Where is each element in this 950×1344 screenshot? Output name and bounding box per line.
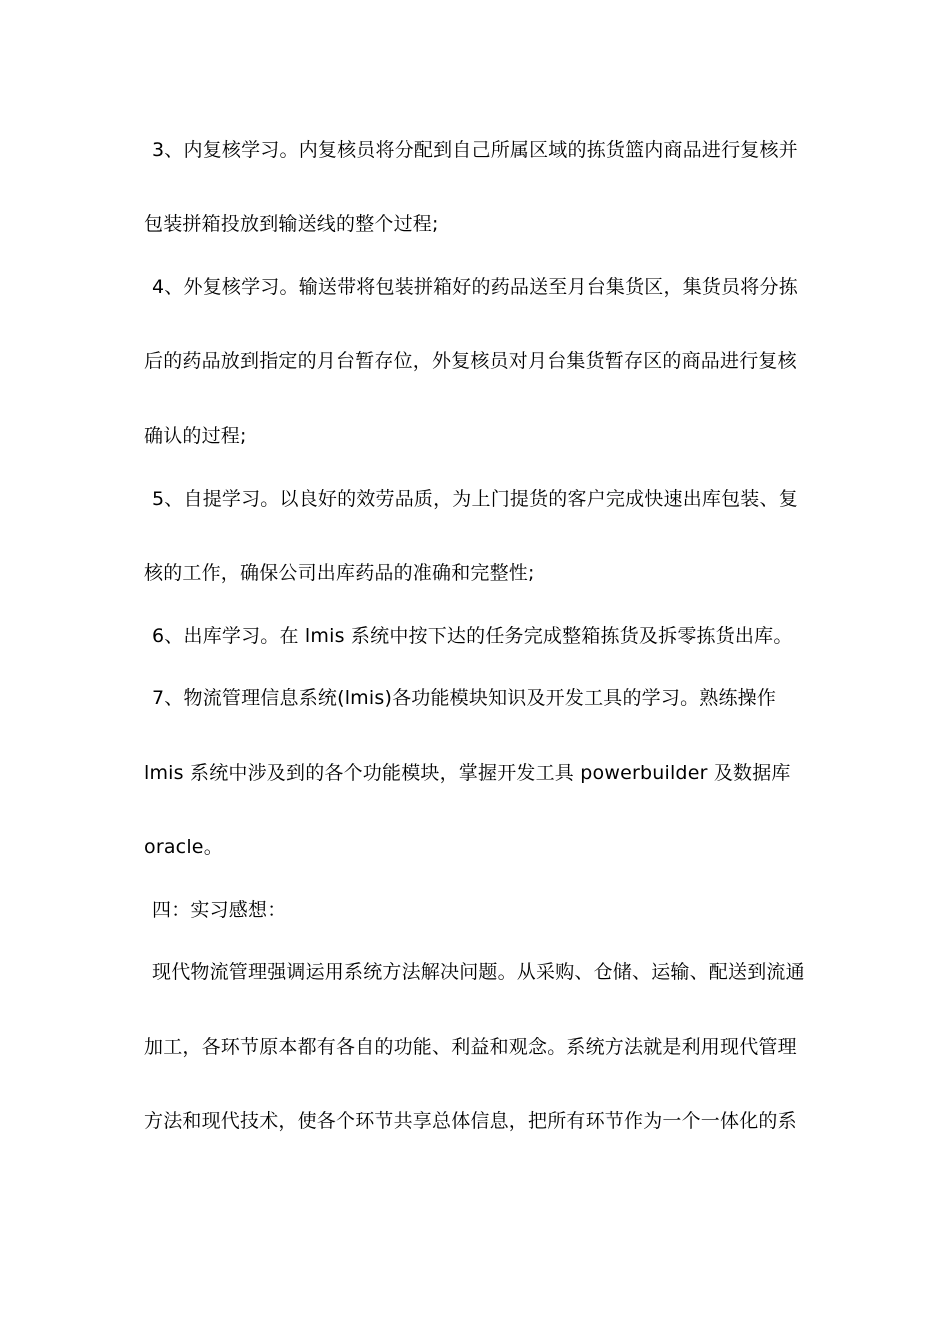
paragraph-line: 4、外复核学习。输送带将包装拼箱好的药品送至月台集货区，集货员将分拣 [152, 276, 798, 298]
paragraph-line: 现代物流管理强调运用系统方法解决问题。从采购、仓储、运输、配送到流通 [152, 961, 805, 983]
paragraph-line: 5、自提学习。以良好的效劳品质，为上门提货的客户完成快速出库包装、复 [152, 488, 798, 510]
paragraph-line: 核的工作，确保公司出库药品的准确和完整性; [144, 562, 535, 584]
paragraph-line: 包装拼箱投放到输送线的整个过程; [144, 213, 439, 235]
paragraph-line: lmis 系统中涉及到的各个功能模块，掌握开发工具 powerbuilder 及数据库 [144, 762, 791, 784]
paragraph-line: 3、内复核学习。内复核员将分配到自己所属区域的拣货篮内商品进行复核并 [152, 139, 798, 161]
paragraph-line: oracle。 [144, 836, 223, 858]
section-heading: 四：实习感想： [152, 899, 287, 921]
paragraph-line: 6、出库学习。在 lmis 系统中按下达的任务完成整箱拣货及拆零拣货出库。 [152, 625, 793, 647]
paragraph-line: 后的药品放到指定的月台暂存位，外复核员对月台集货暂存区的商品进行复核 [144, 350, 797, 372]
paragraph-line: 方法和现代技术，使各个环节共享总体信息，把所有环节作为一个一体化的系 [144, 1110, 797, 1132]
paragraph-line: 加工，各环节原本都有各自的功能、利益和观念。系统方法就是利用现代管理 [144, 1036, 797, 1058]
paragraph-line: 确认的过程; [144, 425, 247, 447]
paragraph-line: 7、物流管理信息系统(lmis)各功能模块知识及开发工具的学习。熟练操作 [152, 687, 777, 709]
